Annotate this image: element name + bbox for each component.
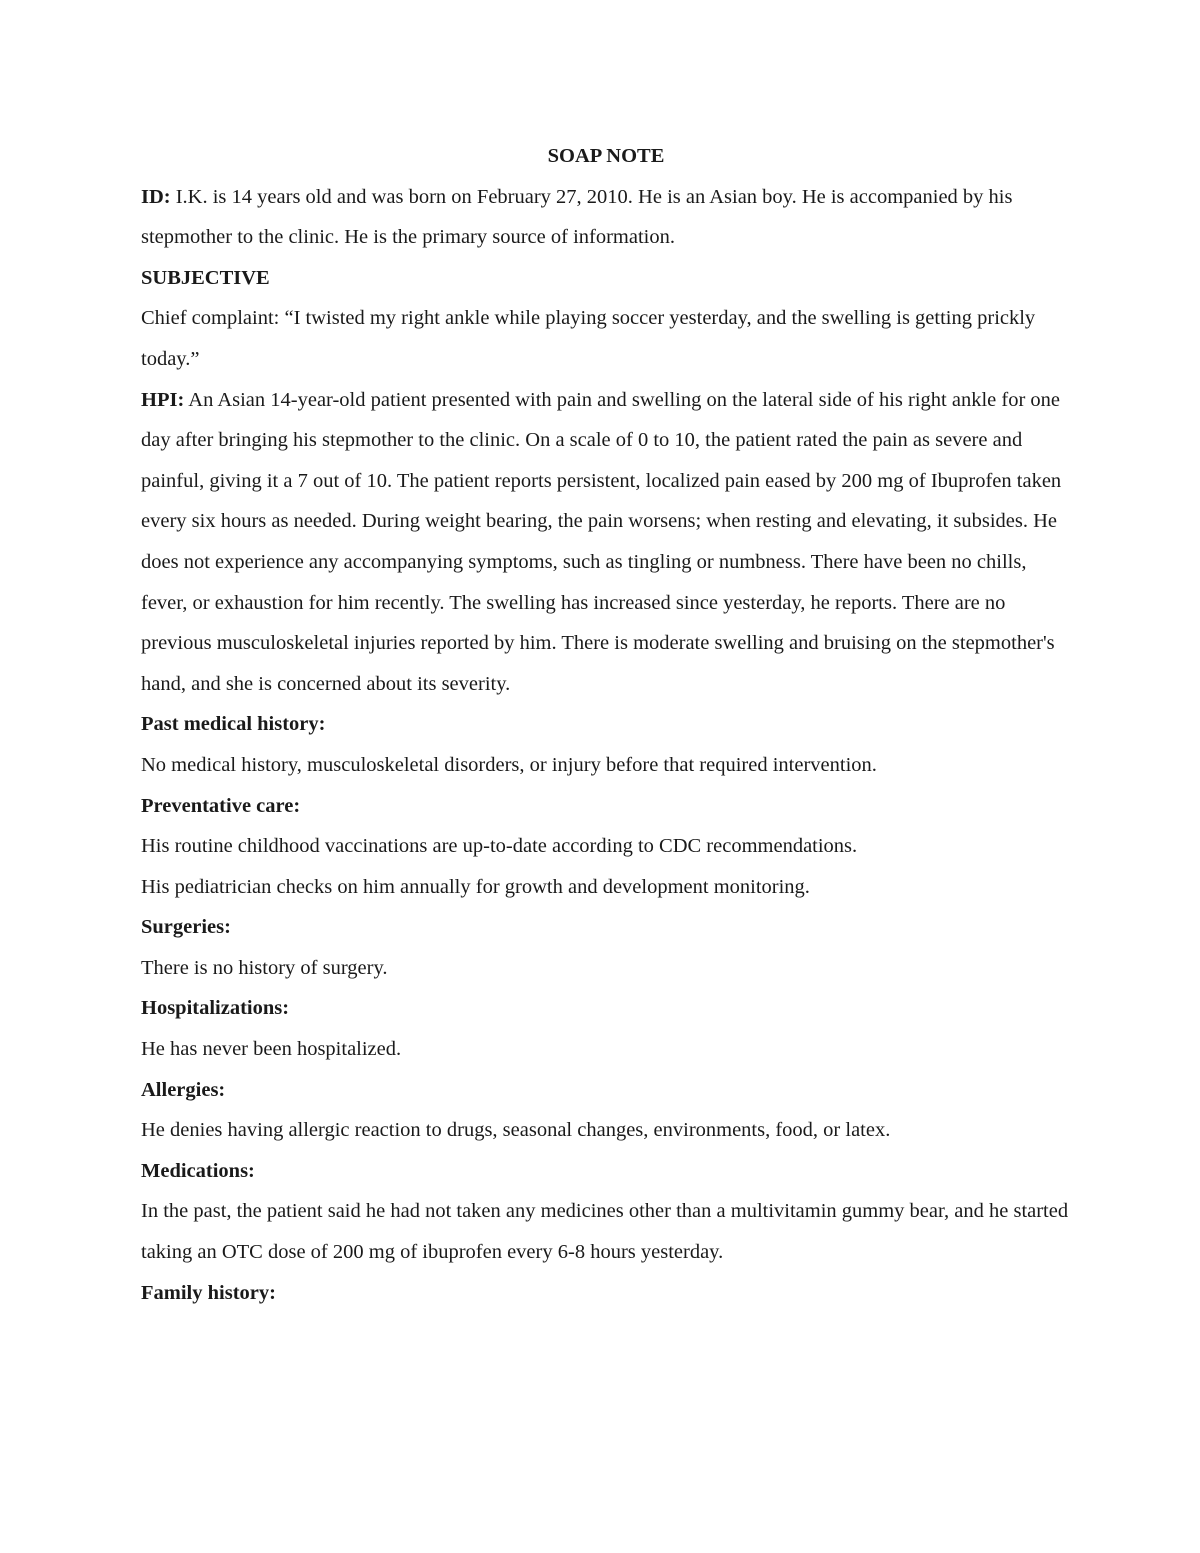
id-paragraph	[141, 177, 1071, 258]
chief-complaint: Chief complaint: “I twisted my right ankle while playing soccer yesterday, and the swelling is getting prickly today.”	[141, 307, 1036, 370]
hpi-text: An Asian 14-year-old patient presented with pain and swelling on the lateral side of his right ankle for one day after bringing his stepmother to the clinic. On a scale of 0 to 10, the patient rated the pain as severe and painful, giving it a 7 out of 10. The patient reports persistent, localized pain eased by 200 mg of Ibuprofen taken every six hours as needed. During weight bearing, the pain worsens; when resting and elevating, it subsides. He does not experience any accompanying symptoms, such as tingling or numbness. There have been no chills, fever, or exhaustion for him recently. The swelling has increased since yesterday, he reports. There are no previous musculoskeletal injuries reported by him. There is moderate swelling and bruising on the stepmother's hand, and she is concerned about its severity.	[141, 388, 1062, 695]
hospitalizations-heading: Hospitalizations:	[141, 997, 290, 1020]
medications-heading: Medications:	[141, 1159, 255, 1182]
hpi-paragraph	[141, 380, 1071, 705]
hpi-label: HPI:	[141, 388, 185, 411]
document-body	[141, 136, 1071, 1313]
id-label: ID:	[141, 185, 171, 208]
id-text: I.K. is 14 years old and was born on February 27, 2010. He is an Asian boy. He is accompanied by his stepmother to the clinic. He is the primary source of information.	[141, 185, 1013, 249]
allergies-heading: Allergies:	[141, 1078, 226, 1101]
past-medical-history-heading: Past medical history:	[141, 713, 326, 736]
preventative-care-line-1: His routine childhood vaccinations are up-to-date according to CDC recommendations.	[141, 835, 858, 858]
surgeries-text: There is no history of surgery.	[141, 956, 388, 979]
preventative-care-heading: Preventative care:	[141, 794, 301, 817]
surgeries-heading: Surgeries:	[141, 916, 231, 939]
past-medical-history-text: No medical history, musculoskeletal disorders, or injury before that required intervention.	[141, 753, 877, 776]
allergies-text: He denies having allergic reaction to drugs, seasonal changes, environments, food, or latex.	[141, 1119, 891, 1142]
preventative-care-line-2: His pediatrician checks on him annually for growth and development monitoring.	[141, 875, 810, 898]
hospitalizations-text: He has never been hospitalized.	[141, 1038, 402, 1061]
medications-text: In the past, the patient said he had not taken any medicines other than a multivitamin gummy bear, and he started taking an OTC dose of 200 mg of ibuprofen every 6-8 hours yesterday.	[141, 1200, 1069, 1264]
document-title: SOAP NOTE	[547, 145, 665, 167]
subjective-heading: SUBJECTIVE	[141, 266, 270, 289]
family-history-heading: Family history:	[141, 1281, 276, 1304]
